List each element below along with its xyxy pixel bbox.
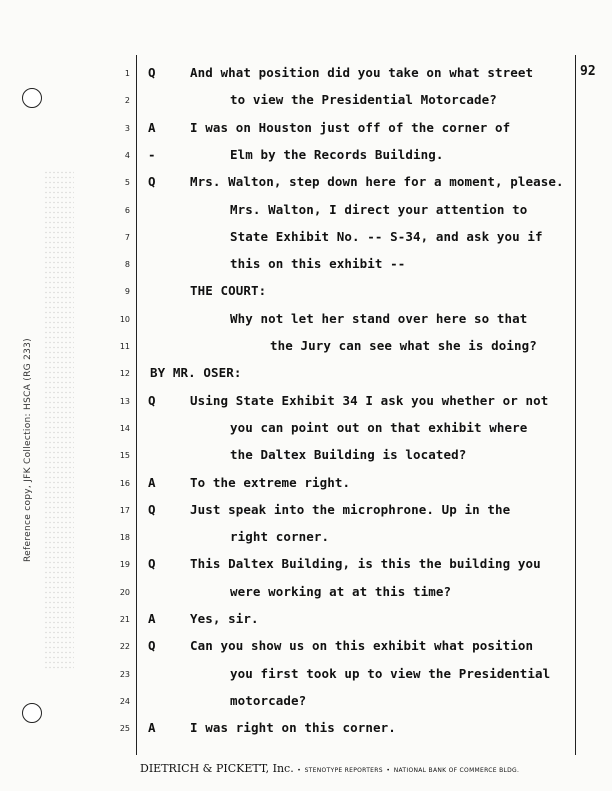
line-number: 25: [119, 724, 130, 734]
line-number: 13: [119, 396, 130, 406]
transcript-line: [0, 637, 612, 663]
line-number: 3: [124, 123, 130, 133]
transcript-line: [0, 583, 612, 609]
line-number: 6: [124, 205, 130, 215]
line-text: to view the Presidential Motorcade?: [230, 92, 497, 108]
line-text: Mrs. Walton, step down here for a moment, please.: [190, 174, 564, 190]
transcript-line: [0, 255, 612, 281]
line-text: To the extreme right.: [190, 474, 351, 490]
line-text: Using State Exhibit 34 I ask you whether or not: [190, 392, 549, 408]
line-number: 9: [124, 287, 130, 297]
line-text: you can point out on that exhibit where: [230, 419, 528, 435]
line-number: 8: [124, 260, 130, 270]
transcript-line: [0, 555, 612, 581]
line-number: 14: [119, 423, 130, 433]
speaker-label: Q: [148, 501, 156, 517]
line-number: 17: [119, 505, 130, 515]
transcript-line: [0, 64, 612, 90]
line-text: were working at at this time?: [230, 583, 452, 599]
line-number: 4: [124, 150, 130, 160]
footer-service: STENOTYPE REPORTERS: [304, 767, 383, 774]
line-text: the Jury can see what she is doing?: [270, 338, 537, 353]
line-number: 21: [119, 615, 130, 624]
line-number: 23: [119, 669, 130, 679]
footer-separator: •: [386, 767, 391, 774]
line-text: Elm by the Records Building.: [230, 146, 444, 162]
speaker-label: A: [148, 720, 156, 736]
line-text: Why not let her stand over here so that: [230, 310, 528, 326]
footer-firm: DIETRICH & PICKETT, Inc.: [140, 762, 294, 775]
transcript-line: [0, 91, 612, 117]
footer-address: NATIONAL BANK OF COMMERCE BLDG.: [393, 767, 520, 774]
transcript-line: [0, 201, 612, 227]
speaker-label: Q: [148, 392, 156, 408]
transcript-line: [0, 392, 612, 418]
page-footer: [140, 762, 580, 775]
transcript-line: [0, 364, 612, 390]
transcript-line: [0, 665, 612, 691]
transcript-line: [0, 719, 612, 745]
line-text: motorcade?: [230, 692, 307, 708]
line-text: Just speak into the microphrone. Up in the: [190, 501, 511, 517]
line-number: 18: [119, 533, 130, 543]
transcript-line: [0, 528, 612, 554]
speaker-label: A: [148, 119, 156, 135]
speaker-label: A: [148, 611, 156, 626]
line-text: BY MR. OSER:: [150, 365, 242, 381]
speaker-label: -: [148, 146, 156, 162]
line-text: THE COURT:: [190, 283, 267, 299]
line-text: I was right on this corner.: [190, 720, 396, 736]
line-number: 7: [124, 232, 130, 242]
speaker-label: Q: [148, 638, 156, 654]
line-text: Yes, sir.: [190, 611, 259, 626]
line-text: And what position did you take on what street: [190, 65, 534, 80]
line-text: right corner.: [230, 529, 330, 545]
transcript-line: [0, 474, 612, 500]
line-number: 12: [119, 369, 130, 379]
transcript-line: [0, 146, 612, 172]
page-number: 92: [580, 64, 596, 79]
line-number: 24: [119, 696, 130, 706]
transcript-line: [0, 610, 612, 636]
transcript-line: [0, 501, 612, 527]
line-number: 20: [119, 587, 130, 597]
line-text: the Daltex Building is located?: [230, 447, 467, 463]
transcript-line: [0, 228, 612, 254]
line-text: I was on Houston just off of the corner of: [190, 119, 511, 135]
line-text: This Daltex Building, is this the building you: [190, 556, 541, 572]
transcript-line: [0, 119, 612, 145]
collection-stamp: Reference copy, JFK Collection: HSCA (RG 233): [23, 338, 33, 562]
line-text: State Exhibit No. -- S-34, and ask you if: [230, 228, 543, 244]
transcript-line: [0, 173, 612, 199]
speaker-label: Q: [148, 65, 156, 80]
line-number: 22: [119, 642, 130, 652]
line-text: you first took up to view the Presidential: [230, 665, 551, 681]
transcript-line: [0, 419, 612, 445]
line-number: 11: [119, 342, 130, 351]
line-number: 5: [124, 178, 130, 188]
transcript-line: [0, 446, 612, 472]
transcript-line: [0, 310, 612, 336]
speaker-label: A: [148, 474, 156, 490]
speaker-label: Q: [148, 556, 156, 572]
line-number: 15: [119, 451, 130, 461]
line-text: Can you show us on this exhibit what position: [190, 638, 534, 654]
footer-separator: •: [297, 767, 302, 774]
transcript-line: [0, 337, 612, 363]
line-number: 1: [124, 69, 130, 78]
transcript-line: [0, 692, 612, 718]
line-number: 16: [119, 478, 130, 488]
line-text: Mrs. Walton, I direct your attention to: [230, 201, 528, 217]
line-text: this on this exhibit --: [230, 256, 406, 272]
line-number: 19: [119, 560, 130, 570]
line-number: 10: [119, 314, 130, 324]
speaker-label: Q: [148, 174, 156, 190]
line-number: 2: [124, 96, 130, 106]
transcript-line: [0, 282, 612, 308]
